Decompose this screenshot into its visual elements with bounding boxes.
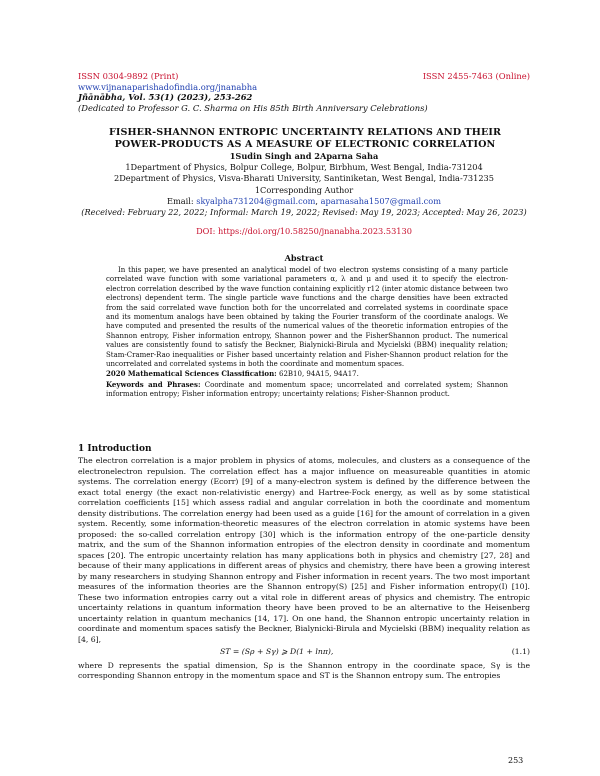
abstract-block <box>106 266 508 400</box>
paper-title <box>90 127 520 151</box>
intro-paragraph-1: The electron correlation is a major problem in physics of atoms, molecules, and clusters as a consequence of the electronelectron repulsion. The correlation effect has a major influence on measureable quantities in atomic systems. The correlation energy (Ecorr) [9] of a many-electron system is defined by the difference between the exact total energy (the exact non-relativistic energy) and Hartree-Fock energy, as well as by some statistical correlation coefficients [15] which assess radial and angular correlation in both the coordinate and momentum density distributions. The correlation energy had been used as a guide [16] for the amount of correlation in a given system. Recently, some information-theoretic measures of the electron correlation in atomic systems have been proposed: the so-called correlation entropy [30] which is the information entropy of the one-particle density matrix, and the sum of the Shannon information entropies of the electron density in coordinate and momentum spaces [20]. The entropic uncertainty relation has many applications both in physics and chemistry [27, 28] and because of their many applications in different areas of physics and chemistry, there have been a growing interest by many researchers in studying Shannon entropy and Fisher information in recent years. The two most important measures of the information theories are the Shannon entropy(S) [25] and Fisher information entropy(I) [10]. These two information entropies carry out a vital role in different areas of physics and chemistry. The entropic uncertainty relations in quantum information theory have been proved to be an alternative to the Heisenberg uncertainty relation in quantum mechanics [14, 17]. On one hand, the Shannon entropic uncertainty relation in coordinate and momentum spaces satisfy the Beckner, Bialynicki-Birula and Mycielski (BBM) inequality relation as [4, 6], <box>78 456 530 644</box>
introduction-body <box>78 456 530 682</box>
issn-online: ISSN 2455-7463 (Online) <box>422 71 530 81</box>
corresponding-author: 1Corresponding Author <box>254 184 354 195</box>
affiliation-1: 1Department of Physics, Bolpur College, Bolpur, Birbhum, West Bengal, India-731204 <box>125 162 483 173</box>
title-line-1: FISHER-SHANNON ENTROPIC UNCERTAINTY RELATIONS AND THEIR <box>108 127 502 138</box>
email-link-2[interactable]: aparnasaha1507@gmail.com <box>320 195 441 206</box>
email-label: Email: <box>167 195 194 206</box>
journal-header <box>78 71 530 113</box>
abstract-text: In this paper, we have presented an analytical model of two electron systems consisting of a many particle correlated wave function with some variational parameters α, λ and μ and used it to specify the electron-electron correlation described by the wave function containing explicitly r12 (inter atomic distance between two electrons) dependent term. The single particle wave functions and the charge densities have been extracted from the said correlated wave function both for the uncorrelated and correlated systems in coordinate space and its momentum analogs have been obtained by taking the Fourier transform of the coordinate analogs. We have computed and presented the results of the numerical values of the theoretic information entropies of the Shannon entropy, Fisher information entropy, Shannon power and the FisherShannon product. The numerical values are consistently found to satisfy the Beckner, Bialynicki-Birula and Mycielski (BBM) inequality relation; Stam-Cramer-Rao inequalities or Fisher based uncertainty relation and Fisher-Shannon product relation for the uncorrelated and correlated systems in both the coordinate and momentum spaces. <box>106 266 508 369</box>
msc-codes: 62B10, 94A15, 94A17. <box>279 370 359 379</box>
equation-number: (1.1) <box>511 647 530 656</box>
author-names: 1Sudin Singh and 2Aparna Saha <box>229 151 379 161</box>
abstract-heading: Abstract <box>284 253 324 263</box>
doi-link[interactable]: DOI: https://doi.org/10.58250/jnanabha.2023.53130 <box>196 226 412 237</box>
dedication: (Dedicated to Professor G. C. Sharma on His 85th Birth Anniversary Celebrations) <box>78 102 428 113</box>
intro-paragraph-2: where D represents the spatial dimension, Sρ is the Shannon entropy in the coordinate space, Sγ is the corresponding Shannon entropy in the momentum space and ST is the Shannon entropy sum. The entropies <box>78 660 530 680</box>
journal-website-link[interactable]: www.vijnanaparishadofindia.org/jnanabha <box>78 81 258 92</box>
msc-label: 2020 Mathematical Sciences Classification: <box>106 369 277 379</box>
received-dates: (Received: February 22, 2022; Informal: March 19, 2022; Revised: May 19, 2023; Accepted: May 26, 2023) <box>81 207 527 218</box>
keywords-label: Keywords and Phrases: <box>106 379 201 389</box>
msc-line <box>106 369 508 379</box>
equation-1-1 <box>78 647 530 658</box>
introduction-heading: 1 Introduction <box>78 444 152 454</box>
issn-print: ISSN 0304-9892 (Print) <box>78 71 179 81</box>
email-link-1[interactable]: skyalpha731204@gmail.com <box>196 195 316 206</box>
keywords-text: Coordinate and momentum space; uncorrelated and correlated system; Shannon information entropy; Fisher information entropy; uncertainty relations; Fisher-Shannon product. <box>106 380 509 399</box>
title-line-2: POWER-PRODUCTS AS A MEASURE OF ELECTRONIC CORRELATION <box>114 139 496 150</box>
email-line: Email: skyalpha731204@gmail.com, aparnasaha1507@gmail.com <box>167 195 441 206</box>
journal-citation: Jñānābha, Vol. 53(1) (2023), 253-262 <box>78 92 253 103</box>
affiliation-2: 2Department of Physics, Visva-Bharati University, Santiniketan, West Bengal, India-731235 <box>114 173 494 184</box>
author-block <box>78 151 530 237</box>
equation-text: ST = (Sρ + Sγ) ⩾ D(1 + lnπ), <box>220 647 334 656</box>
page-number: 253 <box>508 756 524 765</box>
keywords-line <box>106 380 508 400</box>
